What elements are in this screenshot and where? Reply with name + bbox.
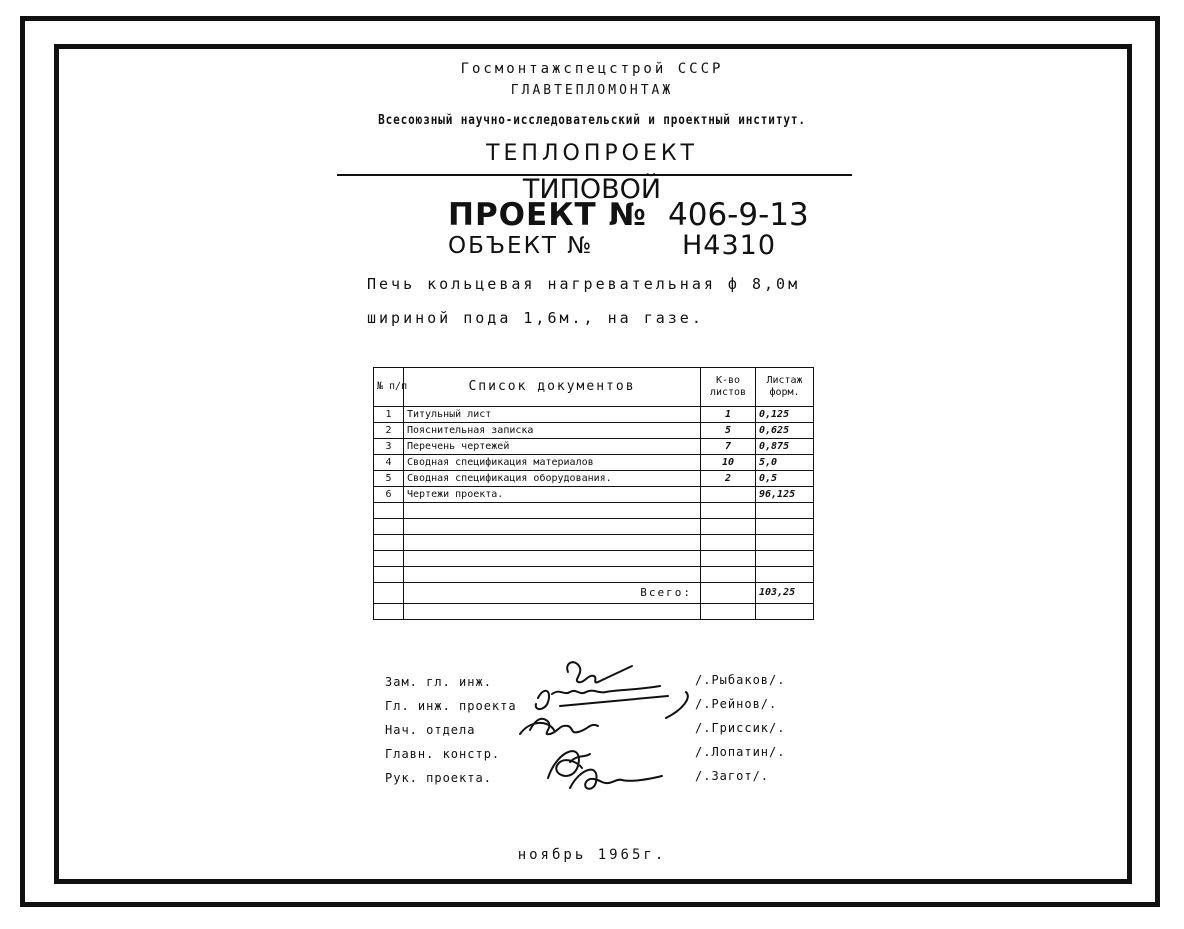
table-row <box>374 423 814 439</box>
project-type-label: ТИПОВОЙ <box>522 174 662 205</box>
row-format: 0,625 <box>756 423 814 439</box>
row-count: 10 <box>701 455 756 471</box>
table-row <box>374 487 814 503</box>
total-row <box>374 583 814 604</box>
table-row <box>374 407 814 423</box>
header-format: Листаж форм. <box>756 368 814 407</box>
row-format: 0,875 <box>756 439 814 455</box>
header-count: К-во листов <box>701 368 756 407</box>
table-row <box>374 455 814 471</box>
signature-name: /.Рыбаков/. <box>695 673 786 687</box>
row-format: 5,0 <box>756 455 814 471</box>
issue-date: ноябрь 1965г. <box>517 847 667 863</box>
signature-scribble <box>536 686 688 718</box>
documents-table <box>373 367 814 620</box>
description-line-1: Печь кольцевая нагревательная ф 8,0м <box>367 275 801 293</box>
row-title: Сводная спецификация оборудования. <box>404 471 701 487</box>
row-num: 1 <box>374 407 404 423</box>
object-label: ОБЪЕКТ № <box>448 233 594 259</box>
empty-row <box>374 535 814 551</box>
row-title: Чертежи проекта. <box>404 487 701 503</box>
empty-row <box>374 503 814 519</box>
signature-role: Рук. проекта. <box>385 771 492 785</box>
row-format: 96,125 <box>756 487 814 503</box>
signature-role: Зам. гл. инж. <box>385 675 492 689</box>
row-title: Пояснительная записка <box>404 423 701 439</box>
row-format: 0,5 <box>756 471 814 487</box>
signature-scribble <box>548 751 590 778</box>
signature-scribble <box>520 719 598 735</box>
object-number: Н4310 <box>682 230 777 261</box>
signature-name: /.Гриссик/. <box>695 721 786 735</box>
row-format: 0,125 <box>756 407 814 423</box>
row-title: Сводная спецификация материалов <box>404 455 701 471</box>
signature-scribble <box>570 770 662 789</box>
row-count <box>701 487 756 503</box>
total-label: Всего: <box>404 583 701 604</box>
empty-row <box>374 551 814 567</box>
signature-scribble <box>567 662 632 682</box>
signature-name: /.Лопатин/. <box>695 745 786 759</box>
header-num: № п/п <box>374 368 404 407</box>
row-num: 2 <box>374 423 404 439</box>
signature-name: /.Рейнов/. <box>695 697 778 711</box>
signature-role: Гл. инж. проекта <box>385 699 517 713</box>
row-count: 1 <box>701 407 756 423</box>
signature-role: Главн. констр. <box>385 747 501 761</box>
department-name: ГЛАВТЕПЛОМОНТАЖ <box>510 83 674 98</box>
project-number: 406-9-13 <box>668 197 809 233</box>
row-count: 2 <box>701 471 756 487</box>
row-num: 4 <box>374 455 404 471</box>
row-num: 5 <box>374 471 404 487</box>
project-label: ПРОЕКТ № <box>448 197 647 233</box>
institute-name: Всесоюзный научно-исследовательский и проектный институт. <box>378 113 806 128</box>
row-title: Титульный лист <box>404 407 701 423</box>
institute-short-name: ТЕПЛОПРОЕКТ <box>486 141 698 166</box>
empty-row <box>374 567 814 583</box>
row-num: 6 <box>374 487 404 503</box>
table-row <box>374 471 814 487</box>
description-line-2: шириной пода 1,6м., на газе. <box>367 309 704 327</box>
row-count: 5 <box>701 423 756 439</box>
table-row <box>374 439 814 455</box>
row-count: 7 <box>701 439 756 455</box>
row-num: 3 <box>374 439 404 455</box>
empty-row <box>374 519 814 535</box>
handwritten-signatures <box>500 650 700 800</box>
signature-role: Нач. отдела <box>385 723 476 737</box>
empty-row <box>374 604 814 620</box>
total-value: 103,25 <box>756 583 814 604</box>
signature-name: /.Загот/. <box>695 769 770 783</box>
row-title: Перечень чертежей <box>404 439 701 455</box>
table-header-row <box>374 368 814 407</box>
header-title: Список документов <box>404 368 701 407</box>
ministry-name: Госмонтажспецстрой СССР <box>460 61 724 77</box>
